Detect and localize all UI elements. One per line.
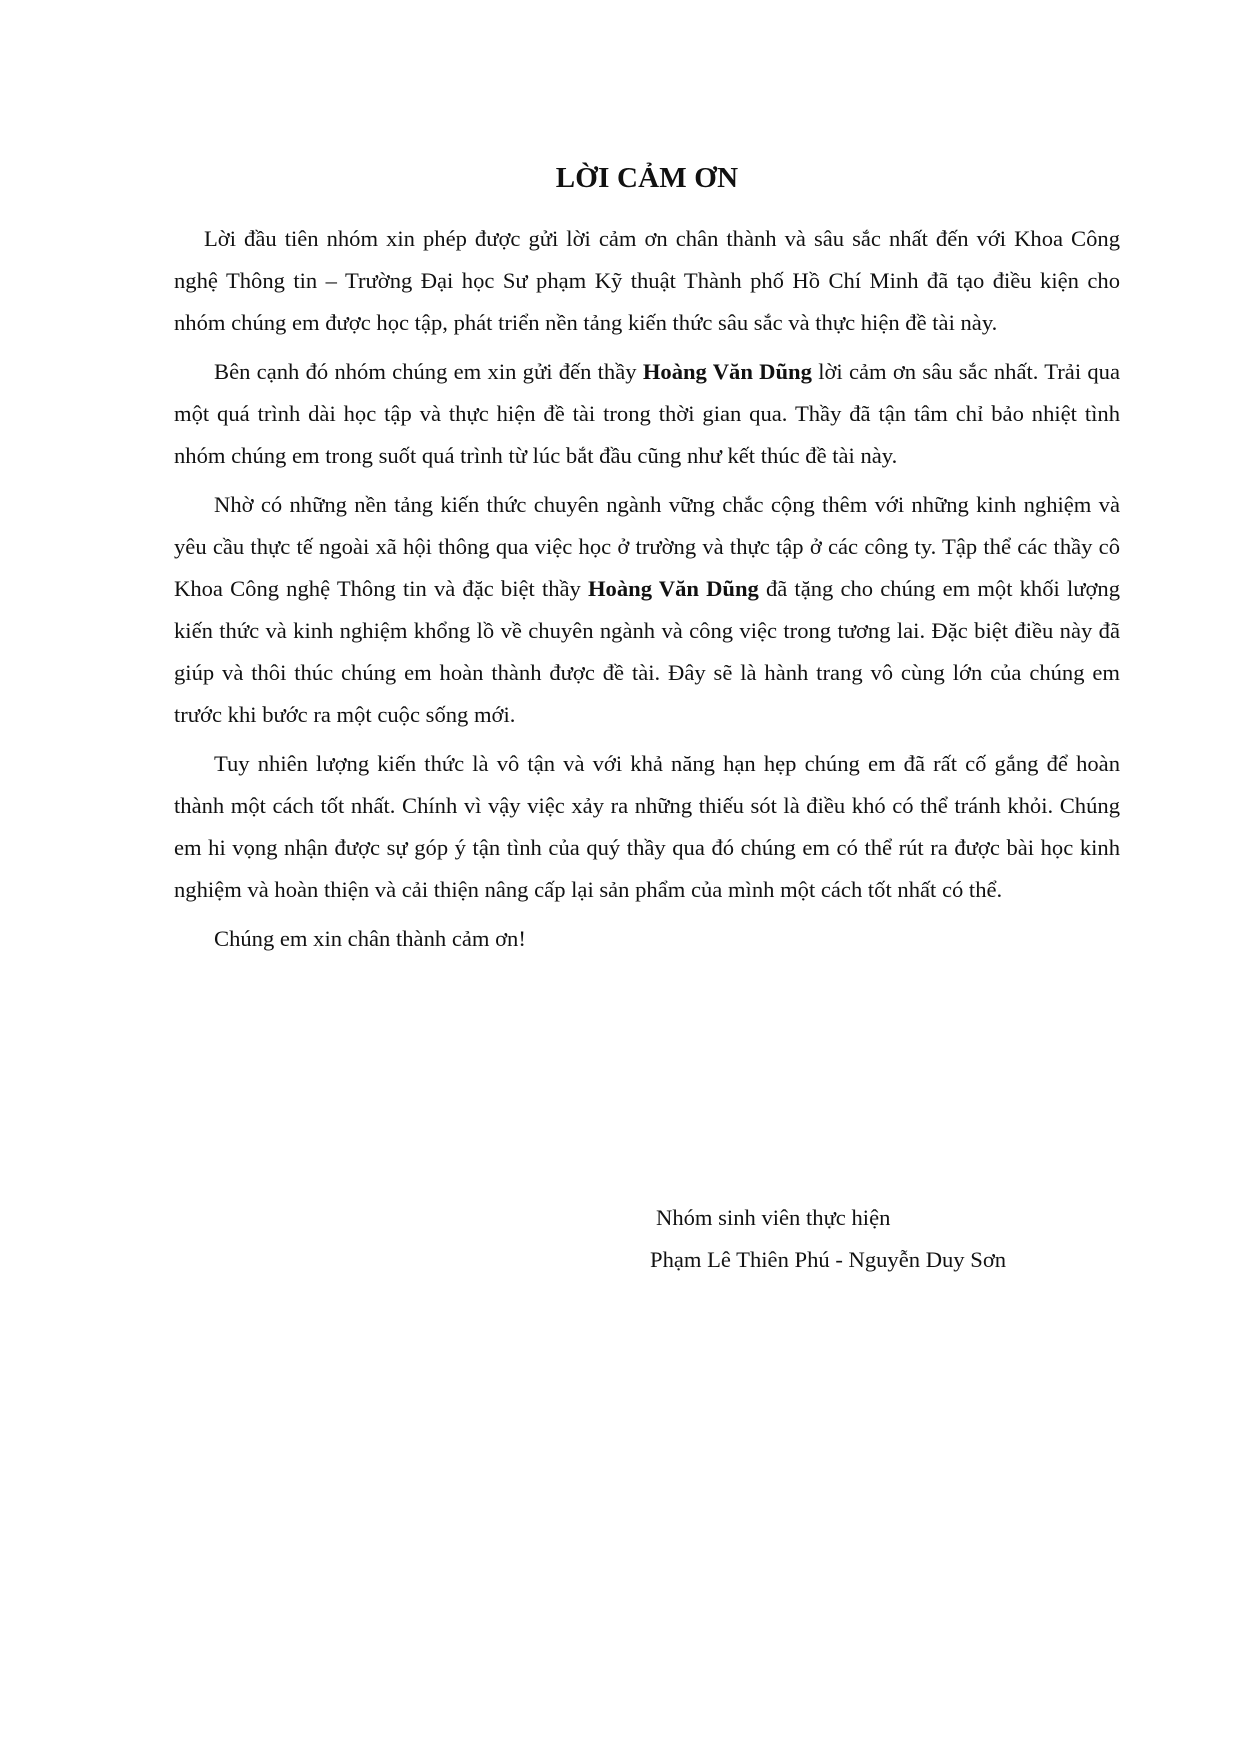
paragraph-4 — [174, 743, 1120, 911]
closing-line: Chúng em xin chân thành cảm ơn! — [214, 926, 526, 951]
paragraph-1 — [174, 218, 1120, 344]
paragraph-text: Bên cạnh đó nhóm chúng em xin gửi đến thầy — [214, 359, 643, 384]
signature-group: Nhóm sinh viên thực hiện — [656, 1205, 891, 1230]
advisor-name: Hoàng Văn Dũng — [642, 359, 812, 384]
paragraph-text: Nhờ có những nền tảng kiến thức chuyên ngành vững chắc cộng thêm với những kinh nghiệm và yêu cầu thực tế ngoài xã hội thông qua việc học ở trường và thực tập ở các công ty. Tập thể các thầy cô Khoa Công nghệ Thông tin và đặc biệt thầy — [174, 492, 1120, 601]
paragraph-2 — [174, 351, 1120, 477]
paragraph-3 — [174, 484, 1120, 736]
paragraph-text: Lời đầu tiên nhóm xin phép được gửi lời cảm ơn chân thành và sâu sắc nhất đến với Khoa Công nghệ Thông tin – Trường Đại học Sư phạm Kỹ thuật Thành phố Hồ Chí Minh đã tạo điều kiện cho nhóm chúng em được học tập, phát triển nền tảng kiến thức sâu sắc và thực hiện đề tài này. — [174, 226, 1120, 335]
signature-names: Phạm Lê Thiên Phú - Nguyễn Duy Sơn — [650, 1247, 1007, 1272]
paragraph-text: lời cảm ơn sâu sắc nhất. Trải qua một quá trình dài học tập và thực hiện đề tài trong thời gian qua. Thầy đã tận tâm chỉ bảo nhiệt tình nhóm chúng em trong suốt quá trình từ lúc bắt đầu cũng như kết thúc đề tài này. — [174, 359, 1121, 468]
advisor-name: Hoàng Văn Dũng — [587, 576, 759, 601]
paragraph-text: Tuy nhiên lượng kiến thức là vô tận và với khả năng hạn hẹp chúng em đã rất cố gắng để hoàn thành một cách tốt nhất. Chính vì vậy việc xảy ra những thiếu sót là điều khó có thể tránh khỏi. Chúng em hi vọng nhận được sự góp ý tận tình của quý thầy qua đó chúng em có thể rút ra được bài học kinh nghiệm và hoàn thiện và cải thiện nâng cấp lại sản phẩm của mình một cách tốt nhất có thể. — [174, 751, 1120, 902]
acknowledgement-body — [174, 218, 1120, 960]
paragraph-text: đã tặng cho chúng em một khối lượng kiến thức và kinh nghiệm khổng lồ về chuyên ngành và công việc trong tương lai. Đặc biệt điều này đã giúp và thôi thúc chúng em hoàn thành được đề tài. Đây sẽ là hành trang vô cùng lớn của chúng em trước khi bước ra một cuộc sống mới. — [174, 576, 1121, 727]
page-title: LỜI CẢM ƠN — [555, 162, 739, 194]
